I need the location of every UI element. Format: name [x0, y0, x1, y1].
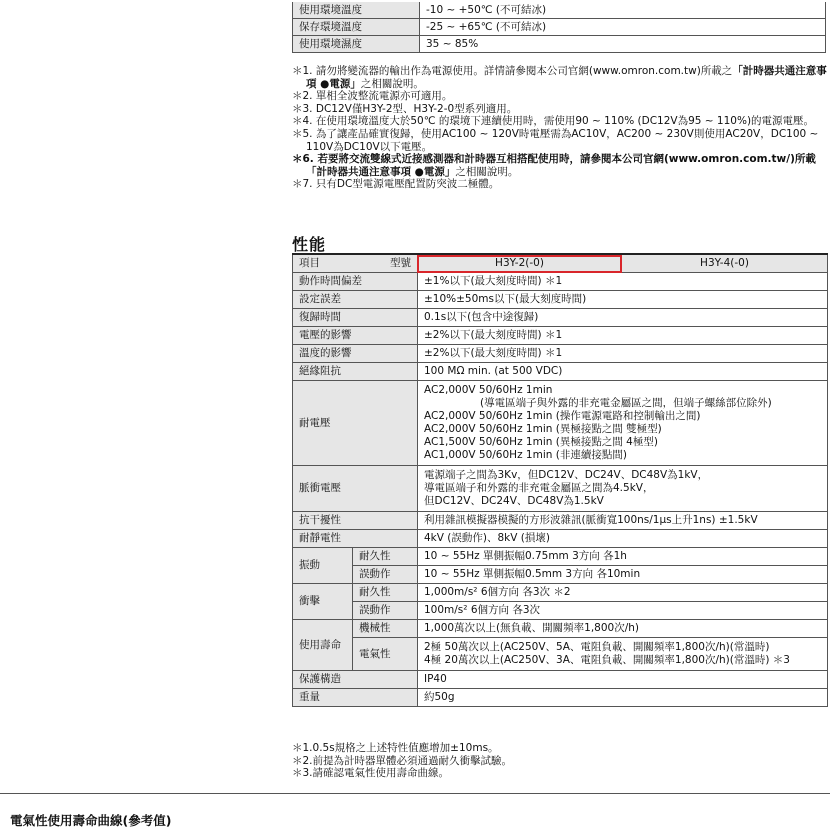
table-row	[293, 19, 826, 36]
section-divider	[0, 793, 830, 794]
performance-notes	[292, 742, 512, 780]
table-row: 保護構造 IP40	[293, 671, 828, 689]
table-row: 抗干擾性 利用雜訊模擬器模擬的方形波雜訊(脈衝寬100ns/1μs上升1ns) ±1.5kV	[293, 512, 828, 530]
table-row: 使用壽命 機械性 1,000萬次以上(無負載、開關頻率1,800次/h)	[293, 620, 828, 638]
perf-note-3: ＊3.請確認電氣性使用壽命曲線。	[292, 767, 450, 780]
table-row: 電氣性 2極 50萬次以上(AC250V、5A、電阻負載、開關頻率1,800次/h)(常溫時) 4極 20萬次以上(AC250V、3A、電阻負載、開關頻率1,800次/h)(常溫時) ＊3	[293, 638, 828, 671]
table-row: 絕緣阻抗 100 MΩ min. (at 500 VDC)	[293, 363, 828, 381]
header-model: 型號	[390, 257, 411, 269]
table-row: 溫度的影響 ±2%以下(最大刻度時間) ＊1	[293, 345, 828, 363]
note-1: ＊1. 請勿將變流器的輸出作為電源使用。詳情請參閱本公司官網(www.omron.com.tw)所載之「計時器共通注意事項 ●電源」之相關說明。	[292, 65, 827, 90]
table-row	[293, 2, 826, 19]
perf-note-1: ＊1.0.5s規格之上述特性值應增加±10ms。	[292, 742, 499, 754]
table-row: 振動 耐久性 10 ~ 55Hz 單側振幅0.75mm 3方向 各1h	[293, 548, 828, 566]
table-header	[293, 254, 828, 273]
note-7: ＊7. 只有DC型電源電壓配置防突波二極體。	[292, 178, 500, 191]
note-5: ＊5. 為了讓產品確實復歸，使用AC100 ~ 120V時電壓需為AC10V，AC200 ~ 230V則使用AC20V，DC100 ~ 110V為DC10V以下電壓。	[292, 127, 819, 153]
table-row: 復歸時間 0.1s以下(包含中途復歸)	[293, 309, 828, 327]
environment-table	[292, 2, 826, 53]
table-row: 動作時間偏差 ±1%以下(最大刻度時間) ＊1	[293, 273, 828, 291]
table-row: 電壓的影響 ±2%以下(最大刻度時間) ＊1	[293, 327, 828, 345]
env-label: 保存環境溫度	[293, 19, 420, 36]
table-row: 衝擊 耐久性 1,000m/s² 6個方向 各3次 ＊2	[293, 584, 828, 602]
env-label: 使用環境溫度	[293, 2, 420, 19]
environment-notes	[292, 65, 830, 191]
header-col-1: H3Y-2(-0)	[418, 254, 622, 273]
section-title: 性能	[292, 235, 327, 254]
note-6: ＊6. 若要將交流雙線式近接感測器和計時器互相搭配使用時，請參閱本公司官網(www.omron.com.tw/)所載 「計時器共通注意事項 ●電源」之相關說明。	[292, 153, 816, 178]
header-col-2: H3Y-4(-0)	[622, 254, 828, 273]
table-row: 脈衝電壓 電源端子之間為3Kv，但DC12V、DC24V、DC48V為1kV， 導電區端子和外露的非充電金屬區之間為4.5kV， 但DC12V、DC24V、DC48V為1.5kV	[293, 466, 828, 512]
env-label: 使用環境濕度	[293, 36, 420, 53]
table-row: 誤動作 10 ~ 55Hz 單側振幅0.5mm 3方向 各10min	[293, 566, 828, 584]
performance-table	[292, 253, 828, 707]
env-value: 35 ~ 85%	[420, 36, 826, 53]
table-row: 耐靜電性 4kV (誤動作)、8kV (損壞)	[293, 530, 828, 548]
table-row: 重量 約50g	[293, 689, 828, 707]
life-curve-title: 電氣性使用壽命曲線(參考值)	[10, 813, 172, 828]
table-row: 誤動作 100m/s² 6個方向 各3次	[293, 602, 828, 620]
perf-note-2: ＊2.前提為計時器單體必須通過耐久衝擊試驗。	[292, 754, 513, 767]
table-row: 耐電壓 AC2,000V 50/60Hz 1min (導電區端子與外露的非充電金屬區之間，但端子螺絲部位除外) AC2,000V 50/60Hz 1min (操作電源電路和控制輸出之間) AC2,000V 50/60Hz 1min (異極接點之間 雙極型) AC1,500V 50/60Hz 1min (異極接點之間 4極型) AC1,000V 50/60Hz 1min (非連續接點間)	[293, 381, 828, 466]
note-3: ＊3. DC12V僅H3Y-2型、H3Y-2-0型系列適用。	[292, 102, 518, 115]
table-row	[293, 36, 826, 53]
header-item: 項目 型號	[293, 254, 418, 273]
env-value: -10 ~ +50℃ (不可結冰)	[420, 2, 826, 19]
table-row: 設定誤差 ±10%±50ms以下(最大刻度時間)	[293, 291, 828, 309]
note-4: ＊4. 在使用環境溫度大於50℃ 的環境下連續使用時，需使用90 ~ 110% (DC12V為95 ~ 110%)的電源電壓。	[292, 115, 815, 128]
env-value: -25 ~ +65℃ (不可結冰)	[420, 19, 826, 36]
note-2: ＊2. 單相全波整流電源亦可適用。	[292, 90, 453, 103]
